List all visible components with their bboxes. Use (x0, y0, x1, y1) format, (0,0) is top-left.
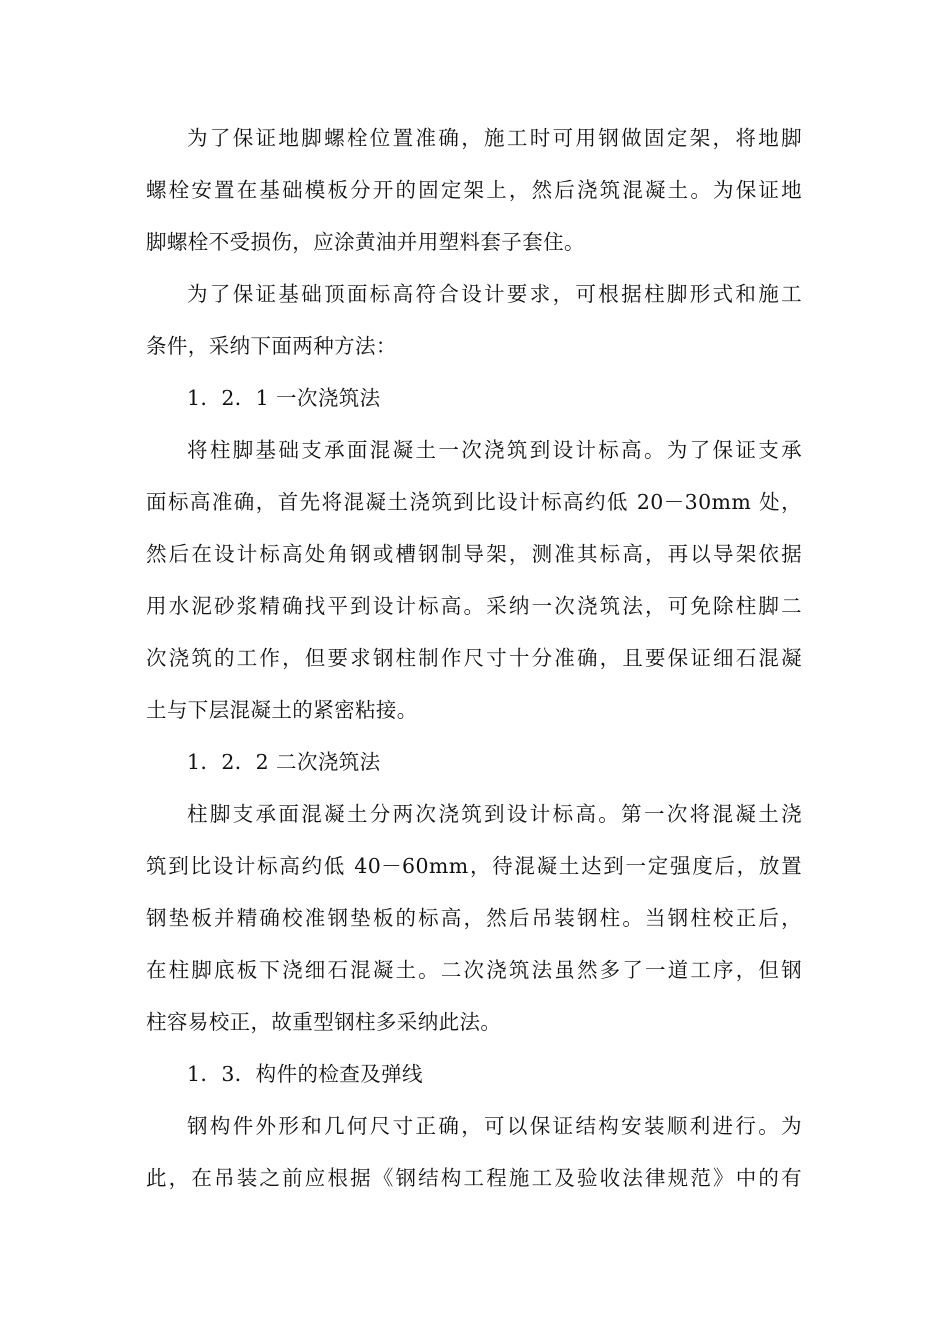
text-line: 柱容易校正，故重型钢柱多采纳此法。 (146, 1010, 502, 1034)
text-line: 次浇筑的工作，但要求钢柱制作尺寸十分准确，且要保证细石混凝 (146, 646, 802, 670)
text-line: 为了保证地脚螺栓位置准确，施工时可用钢做固定架，将地脚 (187, 126, 802, 150)
paragraph-component-inspection (146, 1100, 802, 1204)
text-line: 筑到比设计标高约低 40－60mm，待混凝土达到一定强度后，放置 (146, 854, 802, 878)
document-body (146, 112, 802, 1204)
paragraph-double-pour-method (146, 788, 802, 1048)
text-line: 脚螺栓不受损伤，应涂黄油并用塑料套子套住。 (146, 230, 585, 254)
section-heading-single-pour: 1．2．1 一次浇筑法 (187, 386, 381, 410)
text-line: 在柱脚底板下浇细石混凝土。二次浇筑法虽然多了一道工序，但钢 (146, 958, 802, 982)
text-line: 钢构件外形和几何尺寸正确，可以保证结构安装顺利进行。为 (187, 1114, 802, 1138)
text-line: 用水泥砂浆精确找平到设计标高。采纳一次浇筑法，可免除柱脚二 (146, 594, 802, 618)
paragraph-single-pour-method (146, 424, 802, 736)
text-line: 此，在吊装之前应根据《钢结构工程施工及验收法律规范》中的有 (146, 1166, 802, 1190)
text-line: 为了保证基础顶面标高符合设计要求，可根据柱脚形式和施工 (187, 282, 802, 306)
text-line: 面标高准确，首先将混凝土浇筑到比设计标高约低 20－30mm 处， (146, 490, 802, 514)
paragraph-foundation-elevation (146, 268, 802, 372)
text-line: 然后在设计标高处角钢或槽钢制导架，测准其标高，再以导架依据 (146, 542, 802, 566)
section-heading-component-inspection: 1．3．构件的检查及弹线 (187, 1062, 423, 1086)
text-line: 柱脚支承面混凝土分两次浇筑到设计标高。第一次将混凝土浇 (187, 802, 802, 826)
text-line: 钢垫板并精确校准钢垫板的标高，然后吊装钢柱。当钢柱校正后， (146, 906, 802, 930)
text-line: 条件，采纳下面两种方法： (146, 334, 397, 358)
paragraph-anchor-bolt-fixing (146, 112, 802, 268)
text-line: 将柱脚基础支承面混凝土一次浇筑到设计标高。为了保证支承 (187, 438, 802, 462)
section-heading-double-pour: 1．2．2 二次浇筑法 (187, 750, 381, 774)
text-line: 土与下层混凝土的紧密粘接。 (146, 698, 418, 722)
text-line: 螺栓安置在基础模板分开的固定架上，然后浇筑混凝土。为保证地 (146, 178, 802, 202)
